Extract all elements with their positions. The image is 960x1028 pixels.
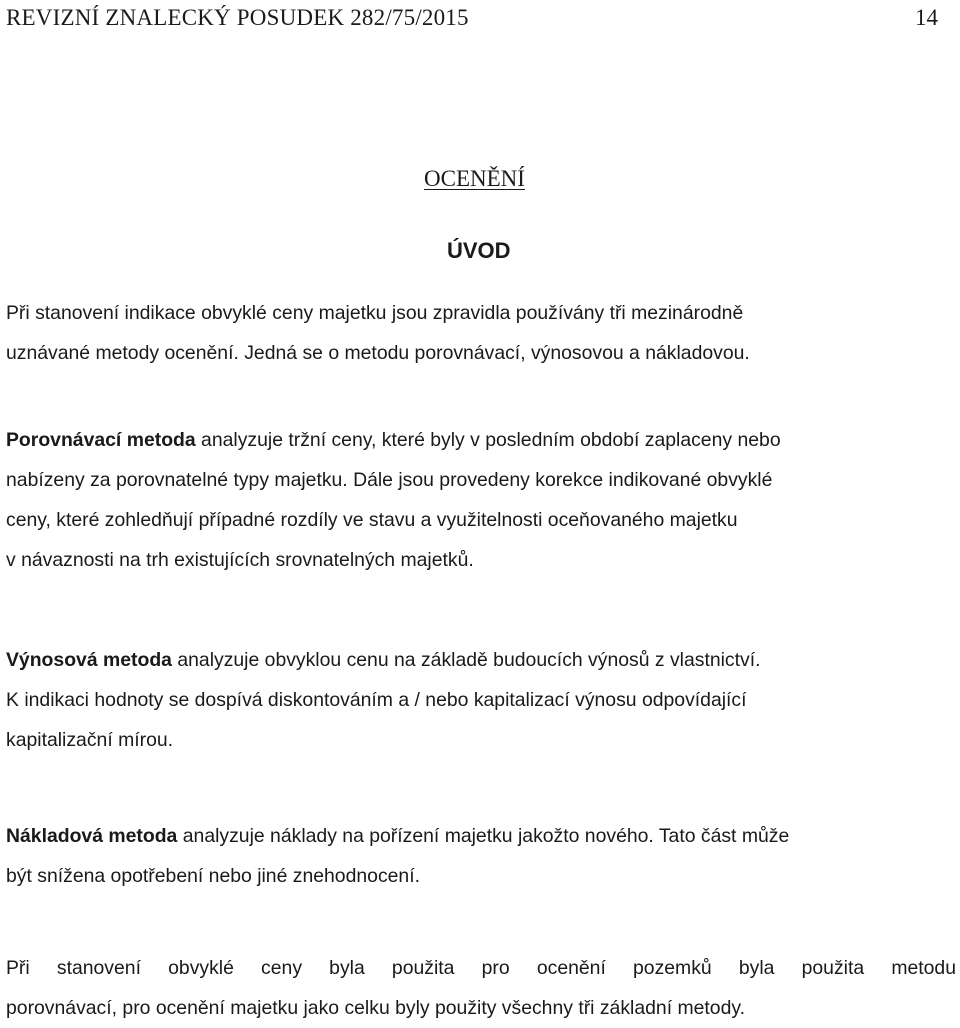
paragraph-line: porovnávací, pro ocenění majetku jako celku byly použity všechny tři základní metody. xyxy=(6,997,746,1019)
method-term: Porovnávací metoda xyxy=(6,429,196,451)
paragraph-line: kapitalizační mírou. xyxy=(6,729,174,751)
paragraph-line: uznávané metody ocenění. Jedná se o metodu porovnávací, výnosovou a nákladovou. xyxy=(6,342,750,364)
paragraph-line xyxy=(6,816,956,856)
paragraph-line: ceny, které zohledňují případné rozdíly ve stavu a využitelnosti oceňovaného majetku xyxy=(6,509,738,531)
paragraph-line: K indikaci hodnoty se dospívá diskontováním a / nebo kapitalizací výnosu odpovídající xyxy=(6,689,747,711)
paragraph-line: nabízeny za porovnatelné typy majetku. Dále jsou provedeny korekce indikované obvyklé xyxy=(6,469,773,491)
subsection-heading-uvod: ÚVOD xyxy=(447,238,511,263)
comparative-method-paragraph xyxy=(6,420,956,580)
page-number: 14 xyxy=(915,5,938,30)
method-term: Výnosová metoda xyxy=(6,649,172,671)
method-term: Nákladová metoda xyxy=(6,825,178,847)
paragraph-line xyxy=(6,640,956,680)
paragraph-line xyxy=(6,420,956,460)
page-header xyxy=(6,2,938,34)
income-method-paragraph xyxy=(6,640,956,760)
paragraph-line: Při stanovení obvyklé ceny byla použita pro ocenění pozemků byla použita metodu xyxy=(6,957,956,979)
conclusion-paragraph xyxy=(6,948,956,1028)
paragraph-text: analyzuje obvyklou cenu na základě budoucích výnosů z vlastnictví. xyxy=(171,649,761,671)
document-title: REVIZNÍ ZNALECKÝ POSUDEK 282/75/2015 xyxy=(6,5,469,30)
paragraph-line: být snížena opotřebení nebo jiné znehodnocení. xyxy=(6,865,420,887)
paragraph-text: analyzuje náklady na pořízení majetku jakožto nového. Tato část může xyxy=(177,825,790,847)
paragraph-text: analyzuje tržní ceny, které byly v posledním období zaplaceny nebo xyxy=(195,429,781,451)
paragraph-line: v návaznosti na trh existujících srovnatelných majetků. xyxy=(6,549,474,571)
paragraph-line: Při stanovení indikace obvyklé ceny majetku jsou zpravidla používány tři mezinárodně xyxy=(6,302,744,324)
intro-paragraph xyxy=(6,293,956,373)
cost-method-paragraph xyxy=(6,816,956,896)
section-heading-oceneni: OCENĚNÍ xyxy=(424,166,525,191)
